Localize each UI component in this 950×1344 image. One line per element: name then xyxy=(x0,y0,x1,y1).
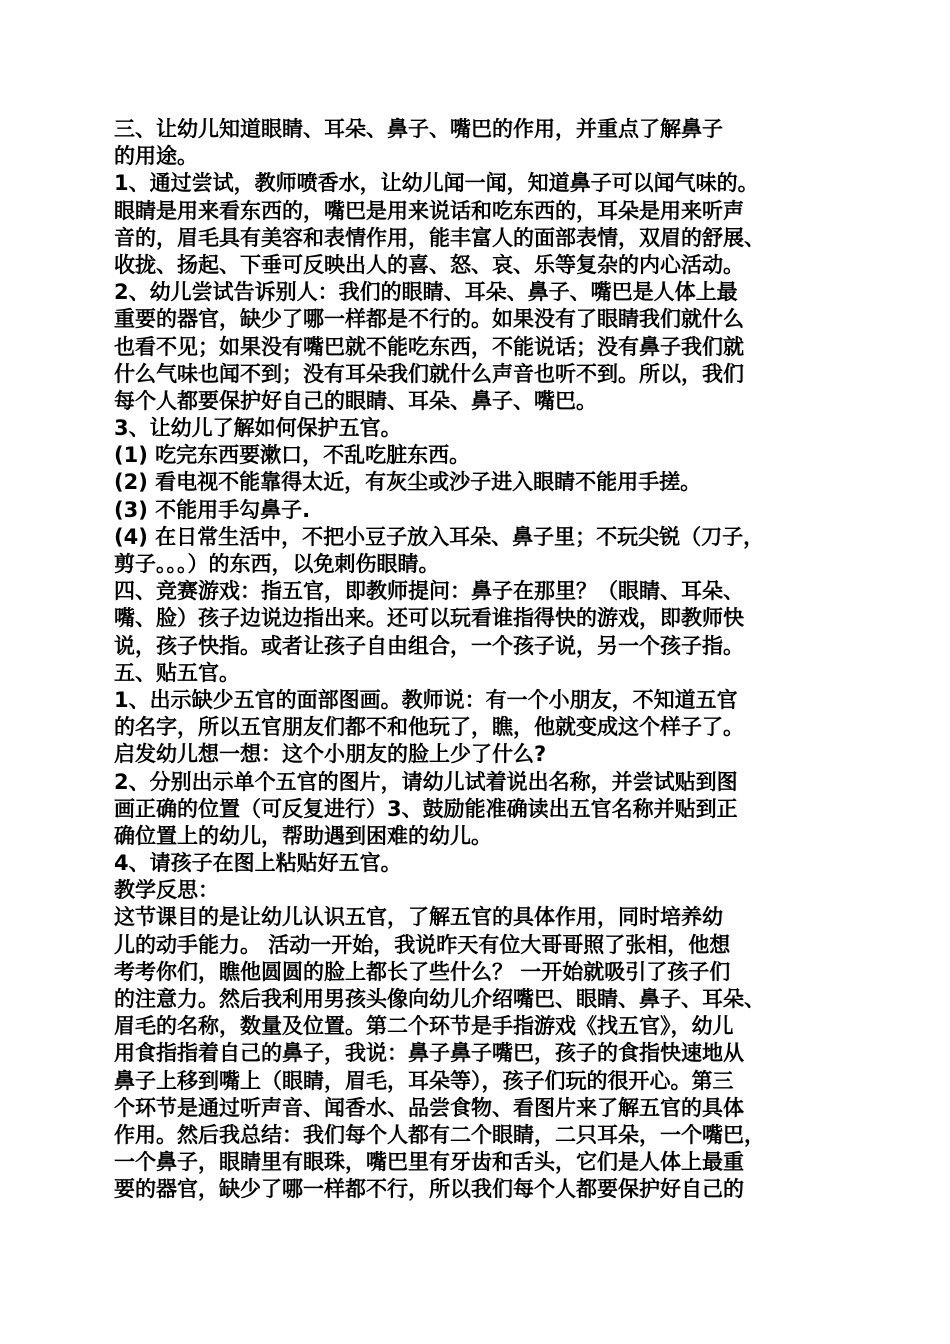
text-line: 儿的动手能力。 活动一开始，我说昨天有位大哥哥照了张相，他想 xyxy=(114,932,731,957)
text-line: 音的，眉毛具有美容和表情作用，能丰富人的面部表情，双眉的舒展、 xyxy=(114,225,765,250)
text-line: 教学反思： xyxy=(114,878,219,903)
text-line: (3) 不能用手勾鼻子. xyxy=(114,497,311,522)
text-line: 3、让幼儿了解如何保护五官。 xyxy=(114,416,402,441)
text-line: 三、让幼儿知道眼睛、耳朵、鼻子、嘴巴的作用，并重点了解鼻子 xyxy=(114,117,723,141)
text-line: 也看不见；如果没有嘴巴就不能吃东西，不能说话；没有鼻子我们就 xyxy=(114,334,744,359)
text-line: 眉毛的名称，数量及位置。第二个环节是手指游戏《找五官》，幼儿 xyxy=(114,1014,734,1039)
text-line: (1) 吃完东西要漱口，不乱吃脏东西。 xyxy=(114,443,471,468)
text-line: 确位置上的幼儿，帮助遇到困难的幼儿。 xyxy=(114,823,492,848)
document-body xyxy=(114,116,842,1204)
text-line: 四、竞赛游戏：指五官，即教师提问：鼻子在那里？（眼睛、耳朵、 xyxy=(114,579,744,604)
text-line: 收拢、扬起、下垂可反映出人的喜、怒、哀、乐等复杂的内心活动。 xyxy=(114,252,744,277)
text-line: 1、出示缺少五官的面部图画。教师说：有一个小朋友，不知道五官 xyxy=(114,687,738,712)
text-line: 的名字，所以五官朋友们都不和他玩了，瞧，他就变成这个样子了。 xyxy=(114,715,744,740)
text-line: (4) 在日常生活中，不把小豆子放入耳朵、鼻子里；不玩尖锐（刀子， xyxy=(114,524,765,549)
text-line: 考考你们，瞧他圆圆的脸上都长了些什么？ 一开始就吸引了孩子们 xyxy=(114,959,731,984)
text-line: 要的器官，缺少了哪一样都不行，所以我们每个人都要保护好自己的 xyxy=(114,1177,744,1202)
text-line: 嘴、脸）孩子边说边指出来。还可以玩看谁指得快的游戏，即教师快 xyxy=(114,606,744,631)
text-line: 启发幼儿想一想：这个小朋友的脸上少了什么? xyxy=(114,742,547,767)
text-line: 这节课目的是让幼儿认识五官，了解五官的具体作用，同时培养幼 xyxy=(114,905,723,930)
text-line: 说，孩子快指。或者让孩子自由组合，一个孩子说，另一个孩子指。 xyxy=(114,633,744,658)
text-line: 4、请孩子在图上粘贴好五官。 xyxy=(114,851,402,876)
text-line: 每个人都要保护好自己的眼睛、耳朵、鼻子、嘴巴。 xyxy=(114,388,597,413)
text-line: 重要的器官，缺少了哪一样都是不行的。如果没有了眼睛我们就什么 xyxy=(114,307,744,332)
text-line: 用食指指着自己的鼻子，我说：鼻子鼻子嘴巴，孩子的食指快速地从 xyxy=(114,1041,744,1066)
text-line: 1、通过尝试，教师喷香水，让幼儿闻一闻，知道鼻子可以闻气味的。 xyxy=(114,171,759,196)
text-line: (2) 看电视不能靠得太近，有灰尘或沙子进入眼睛不能用手搓。 xyxy=(114,470,702,495)
text-line: 一个鼻子，眼睛里有眼珠，嘴巴里有牙齿和舌头，它们是人体上最重 xyxy=(114,1150,744,1175)
text-line: 个环节是通过听声音、闻香水、品尝食物、看图片来了解五官的具体 xyxy=(114,1095,744,1120)
text-line: 鼻子上移到嘴上（眼睛，眉毛，耳朵等），孩子们玩的很开心。第三 xyxy=(114,1068,734,1093)
text-line: 五、贴五官。 xyxy=(114,660,240,685)
text-line: 的用途。 xyxy=(114,144,198,169)
text-line: 画正确的位置（可反复进行）3、鼓励能准确读出五官名称并贴到正 xyxy=(114,796,738,821)
text-line: 的注意力。然后我利用男孩头像向幼儿介绍嘴巴、眼睛、鼻子、耳朵、 xyxy=(114,987,765,1011)
text-line: 剪子。。。）的东西，以免刺伤眼睛。 xyxy=(114,552,440,576)
text-line: 眼睛是用来看东西的，嘴巴是用来说话和吃东西的，耳朵是用来听声 xyxy=(114,198,744,223)
text-line: 2、分别出示单个五官的图片，请幼儿试着说出名称，并尝试贴到图 xyxy=(114,769,738,794)
text-line: 作用。然后我总结：我们每个人都有二个眼睛，二只耳朵，一个嘴巴， xyxy=(114,1122,765,1147)
text-line: 什么气味也闻不到；没有耳朵我们就什么声音也听不到。所以，我们 xyxy=(114,361,744,386)
text-line: 2、幼儿尝试告诉别人：我们的眼睛、耳朵、鼻子、嘴巴是人体上最 xyxy=(114,280,738,305)
